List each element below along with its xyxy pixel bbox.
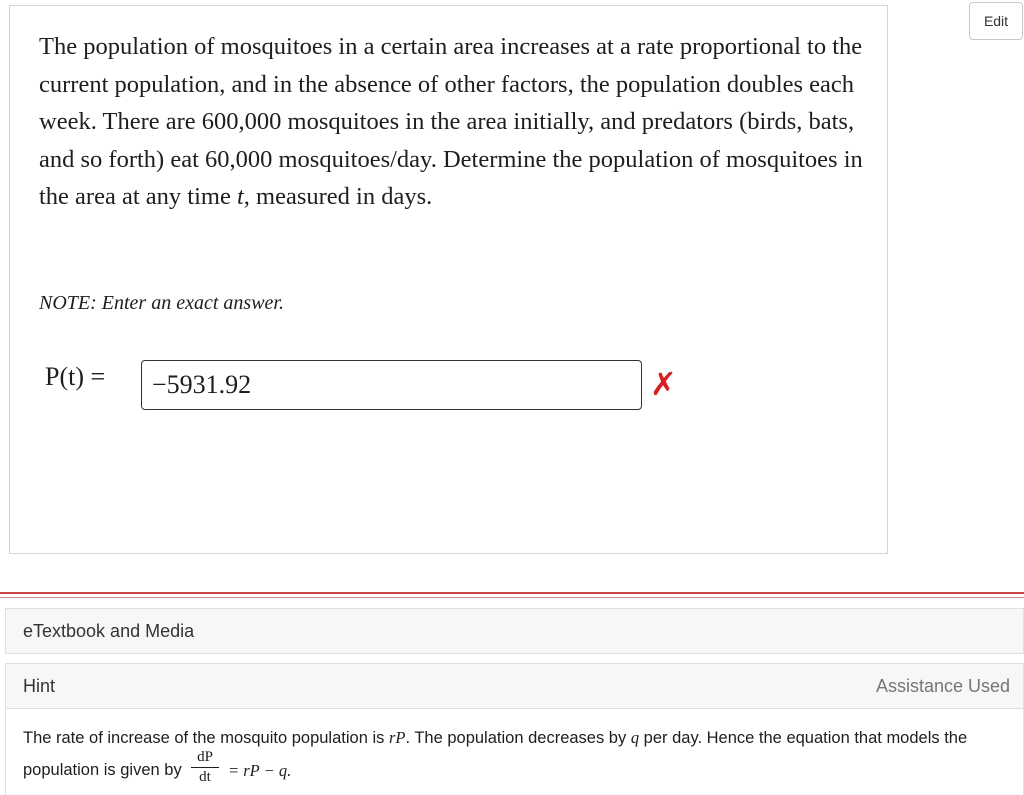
hint-line-1 [23,728,967,748]
answer-label: P(t) = [45,362,106,391]
problem-text-part2: , measured in days. [243,183,433,210]
equation-rhs [228,761,291,781]
hint-panel[interactable] [5,663,1024,709]
assistance-used-label: Assistance Used [875,676,1010,696]
etextbook-media-panel[interactable] [5,608,1024,654]
section-divider [0,592,1024,594]
question-panel [9,5,888,554]
incorrect-icon: ✗ [650,365,677,403]
hint-content [5,709,1024,795]
time-variable: t [236,183,244,210]
hint-title: Hint [23,676,56,696]
hint-text: . The population decreases by [405,729,631,747]
problem-text-part1: The population of mosquitoes in a certain area increases at a rate proportional to the current population, and in the absence of other factors, the population doubles each week. There are 600,000 mosquitoes in the area initially, and predators (birds, bats, and so forth) eat 60,000 mosquitoes/day. Determine the population of mosquitoes in the area at any time [39,33,863,210]
section-divider-thin [0,597,1024,598]
equation-text: = rP − q. [228,761,292,780]
hint-text: per day. Hence the equation that models the [639,729,968,747]
problem-statement [39,28,869,216]
hint-line-2: population is given by [23,761,182,779]
derivative-fraction [191,749,219,786]
etextbook-media-title: eTextbook and Media [23,621,195,641]
fraction-bar [191,767,219,768]
hint-math-q: q [630,728,640,747]
edit-button[interactable]: Edit [969,2,1023,40]
answer-note: NOTE: Enter an exact answer. [39,292,284,314]
answer-value: −5931.92 [152,370,252,399]
fraction-denominator: dt [199,769,211,785]
answer-input[interactable] [141,360,642,410]
fraction-numerator: dP [197,749,213,765]
hint-math-rp: rP [388,728,406,747]
hint-text: The rate of increase of the mosquito population is [23,729,389,747]
